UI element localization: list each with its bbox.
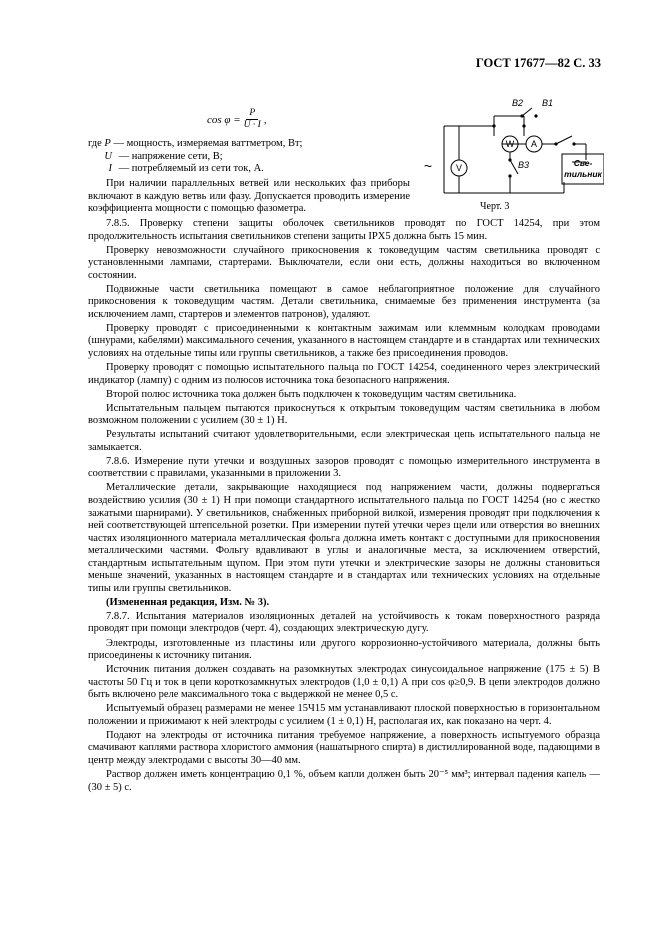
paragraph: Проверку невозможности случайного прикосновения к токоведущим частям светильника проводят с установленными лампами, стартерами. Выключатели, если они есть, должны находиться во включенном состоянии. bbox=[88, 244, 600, 281]
formula-legend bbox=[88, 138, 408, 176]
paragraph: Подвижные части светильника помещают в самое неблагоприятное положение для случайного прикосновения к токоведущим частям. Детали светильника, снимаемые без применения инструмента (за исключением ламп, стартеров и элементов патронов), удаляют. bbox=[88, 283, 600, 320]
legend-symbol: U bbox=[104, 150, 112, 162]
legend-row bbox=[88, 151, 408, 164]
paragraph: Раствор должен иметь концентрацию 0,1 %, объем капли должен быть 20⁻⁵ мм³; интервал падения капель — (30 ± 5) с. bbox=[88, 768, 600, 793]
switch-contact bbox=[508, 174, 511, 177]
legend-text: — мощность, измеряемая ваттметром, Вт; bbox=[113, 138, 303, 149]
paragraph: Металлические детали, закрывающие находящиеся под напряжением части, должны подвергаться воздействию усилия (30 ± 1) Н при помощи стандартного испытательного пальца по ГОСТ 14254 (но с жестко зажатыми шарнирами). У светильников, снабженных приборной вилкой, измерения проводят при подключения к ней соответствующей штепсельной розетки. При измерении путей утечки через щели или отверстия во внешних частях изоляционного материала металлическая фольга должна иметь контакт с доступными для прикосновения металлическими частями. Фольгу вдавливают в углы и аналогичные места, за исключением отверстий, стандартным испытательным щупом. При этом пути утечки и электрические зазоры не должны становиться меньше значений, указанных в настоящем стандарте и в стандартах или технических условиях на отдельные типы или группы светильников. bbox=[88, 482, 600, 594]
label-v: V bbox=[455, 163, 463, 173]
ac-source-symbol: ~ bbox=[423, 158, 433, 174]
formula-fraction bbox=[244, 108, 261, 131]
paragraph: Проверку проводят с присоединенными к контактным зажимам или клеммным колодкам проводами (шнурами, кабелями) максимального сечения, указанного в настоящем стандарте и в стандартах или технических условиях на отдельные типы или группы светильников, а также без присоединения проводов. bbox=[88, 322, 600, 359]
paragraph: Электроды, изготовленные из пластины или другого коррозионно-устойчивого материала, должны быть присоединены к источнику питания. bbox=[88, 637, 600, 662]
label-b1: В1 bbox=[542, 98, 554, 108]
formula-numerator: P bbox=[246, 108, 258, 120]
switch-contact bbox=[554, 142, 557, 145]
switch-contact bbox=[520, 114, 523, 117]
junction-dot bbox=[522, 124, 525, 127]
paragraph: 7.8.7. Испытания материалов изоляционных деталей на устойчивость к токам поверхностного разряда проводят при помощи электродов (черт. 4), создающих электрическую дугу. bbox=[88, 610, 600, 635]
main-text bbox=[88, 218, 600, 796]
legend-row bbox=[88, 138, 408, 151]
legend-symbol: P bbox=[104, 138, 111, 149]
switch-contact bbox=[534, 114, 537, 117]
paragraph: Испытуемый образец размерами не менее 15Ч15 мм устанавливают плоской поверхностью в горизонтальном положении и прижимают к ней электроды с усилием (1 ± 0,1) Н, располагая их, как показано на черт. 4. bbox=[88, 703, 600, 727]
luminaire-label-line2: тильник bbox=[564, 169, 602, 179]
paragraph: Результаты испытаний считают удовлетворительными, если электрическая цепь испытательного пальца не замыкается. bbox=[88, 429, 600, 453]
switch-contact bbox=[508, 158, 511, 161]
paragraph: Испытательным пальцем пытаются прикоснуться к открытым токоведущим частям светильника в любом возможном положении с усилием (30 ± 1) Н. bbox=[88, 402, 600, 427]
narrow-text-block bbox=[88, 178, 410, 216]
paragraph: Проверку проводят с помощью испытательного пальца по ГОСТ 14254, соединенного через электрический индикатор (лампу) с одним из полюсов источника тока безопасного напряжения. bbox=[88, 362, 600, 386]
legend-prefix: где bbox=[88, 138, 102, 149]
paragraph: 7.8.5. Проверку степени защиты оболочек светильников проводят по ГОСТ 14254, при этом продолжительность испытания светильников степени защиты IPX5 должна быть 15 мин. bbox=[88, 218, 600, 242]
legend-row bbox=[88, 163, 408, 176]
label-b2: В2 bbox=[512, 98, 524, 108]
amendment-note: (Измененная редакция, Изм. № 3). bbox=[106, 596, 270, 608]
wire bbox=[522, 108, 532, 116]
legend-symbol: I bbox=[108, 163, 112, 175]
paragraph: Источник питания должен создавать на разомкнутых электродах синусоидальное напряжение (175 ± 5) В частоты 50 Гц и ток в цепи короткозамкнутых электродов (1,0 ± 0,1) А при cos φ≥0,9. В цепи электродов должно быть включено реле максимального тока с выдержкой не менее 0,5 с. bbox=[88, 664, 600, 701]
junction-dot bbox=[492, 124, 495, 127]
formula-lhs: cos φ = bbox=[207, 113, 241, 126]
label-b3: В3 bbox=[518, 160, 530, 170]
label-a: A bbox=[530, 139, 538, 149]
circuit-diagram bbox=[414, 98, 604, 208]
figure-caption: Черт. 3 bbox=[480, 201, 510, 212]
luminaire-label-line1: Све- bbox=[573, 158, 593, 168]
legend-text: — напряжение сети, В; bbox=[118, 150, 223, 162]
formula-denominator: U · I bbox=[243, 120, 261, 130]
paragraph: При наличии параллельных ветвей или нескольких фаз приборы включают в каждую ветвь или фазу. Допускается проводить измерение коэффициента мощности с помощью фазометра. bbox=[88, 178, 410, 215]
page-header: ГОСТ 17677—82 С. 33 bbox=[475, 56, 601, 70]
wire bbox=[556, 136, 572, 144]
paragraph: Подают на электроды от источника питания требуемое напряжение, а поверхность испытуемого образца смачивают каплями раствора хлористого аммония (нашатырного спирта) в дистиллированной воде, падающими в центр между электродами с высоты 30—40 мм. bbox=[88, 729, 600, 766]
label-w: W bbox=[505, 139, 515, 149]
power-factor-formula bbox=[207, 108, 267, 131]
formula-trail: , bbox=[263, 113, 267, 126]
wire bbox=[510, 160, 518, 174]
switch-contact bbox=[572, 142, 575, 145]
paragraph: Второй полюс источника тока должен быть подключен к токоведущим частям светильника. bbox=[106, 388, 517, 400]
paragraph: 7.8.6. Измерение пути утечки и воздушных зазоров проводят с помощью измерительного инструмента в соответствии с правилами, указанными в приложении 3. bbox=[88, 455, 600, 480]
legend-text: — потребляемый из сети ток, А. bbox=[118, 163, 264, 175]
